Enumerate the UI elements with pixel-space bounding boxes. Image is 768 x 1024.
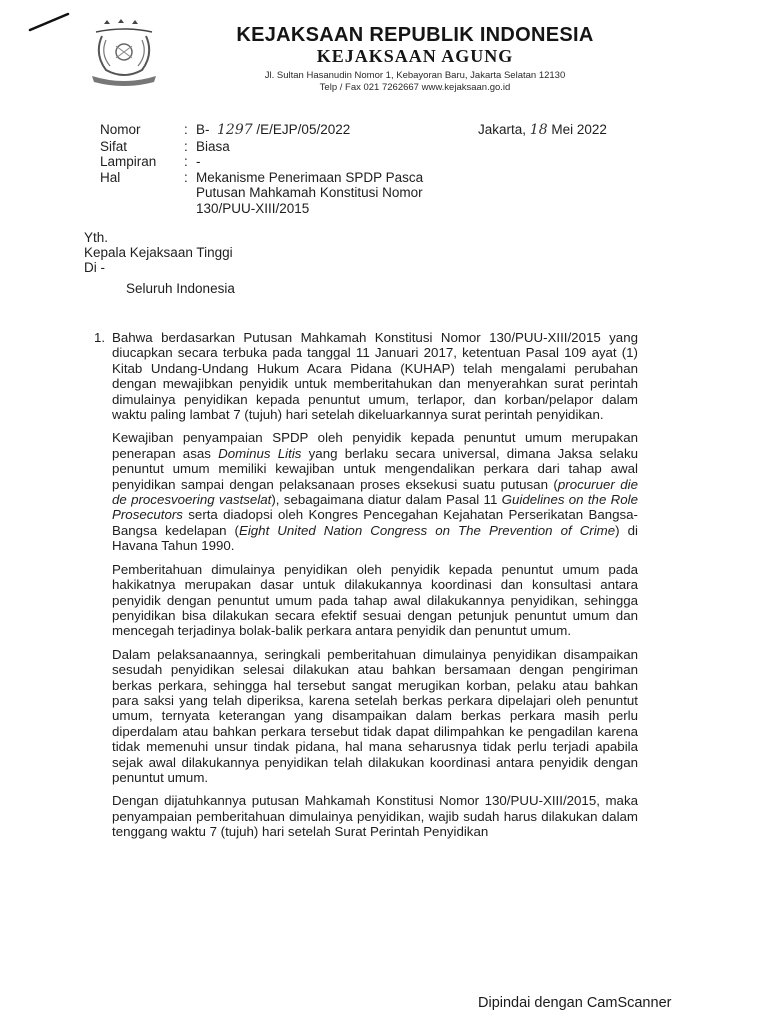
meta-value: - bbox=[196, 154, 201, 169]
meta-label: Lampiran bbox=[100, 154, 157, 169]
text-run: ), sebagaimana diatur dalam Pasal 11 bbox=[271, 492, 502, 508]
meta-row-nomor bbox=[100, 122, 456, 139]
italic-term: Guidelines on the Role Prosecutors bbox=[112, 492, 638, 523]
meta-label: Hal bbox=[100, 169, 121, 185]
pen-stroke-mark bbox=[28, 10, 72, 34]
handwritten-number: 1297 bbox=[217, 122, 253, 138]
addressee-location: Seluruh Indonesia bbox=[126, 281, 235, 296]
meta-row-hal bbox=[100, 170, 456, 217]
italic-term: Eight United Nation Congress on The Prevention of Crime bbox=[238, 522, 616, 538]
meta-colon: : bbox=[184, 154, 188, 169]
letter-number-prefix: B- bbox=[196, 122, 210, 137]
letter-number bbox=[196, 122, 456, 139]
meta-colon: : bbox=[184, 122, 188, 137]
paragraph: Dengan dijatuhkannya putusan Mahkamah Konstitusi Nomor 130/PUU-XIII/2015, maka penyampaian pemberitahuan dimulainya penyidikan, wajib sudah harus dilakukan dalam tenggang waktu 7 (tujuh) hari setelah Surat Perintah Penyidikan bbox=[112, 793, 638, 840]
handwritten-day: 18 bbox=[529, 122, 548, 138]
subject-line: Mekanisme Penerimaan SPDP Pasca bbox=[196, 169, 424, 185]
numbered-item bbox=[94, 330, 638, 430]
month-year: Mei 2022 bbox=[551, 122, 607, 137]
text-run: ) di Havana Tahun 1990. bbox=[112, 522, 638, 554]
sub-institution-name: KEJAKSAAN AGUNG bbox=[316, 46, 514, 66]
institution-name: KEJAKSAAN REPUBLIK INDONESIA bbox=[236, 24, 594, 46]
addressee-line: Yth. bbox=[84, 230, 109, 245]
kejaksaan-emblem-icon bbox=[82, 18, 166, 88]
paragraph: Pemberitahuan dimulainya penyidikan oleh penyidik kepada penuntut umum pada hakikatnya merupakan dasar untuk dilakukannya koordinasi dan konsultasi antara penyidik dengan penuntut umum pada tahap awal dilakukannya penyidikan, sehingga penyidikan bisa dilakukan secara efektif sesuai dengan petunjuk penuntut umum dan mencegah terjadinya bolak-balik perkara antara penyidik dan penuntut umum. bbox=[112, 561, 638, 639]
meta-value: Biasa bbox=[196, 138, 230, 154]
italic-term: procuruer die de procesvoering vastselat bbox=[112, 476, 638, 508]
letter-meta bbox=[100, 122, 456, 216]
paragraph bbox=[112, 430, 638, 553]
place-date bbox=[478, 122, 607, 138]
meta-colon: : bbox=[184, 169, 188, 185]
scanner-watermark: Dipindai dengan CamScanner bbox=[478, 995, 672, 1011]
addressee-line: Di - bbox=[84, 260, 105, 275]
item-number: 1. bbox=[94, 330, 106, 345]
italic-term: Dominus Litis bbox=[218, 445, 302, 461]
addressee-block bbox=[84, 230, 235, 296]
meta-colon: : bbox=[184, 138, 188, 154]
letter-body bbox=[94, 330, 638, 840]
letterhead bbox=[175, 24, 655, 94]
meta-label: Sifat bbox=[100, 138, 128, 154]
meta-label: Nomor bbox=[100, 122, 141, 137]
meta-row-sifat bbox=[100, 139, 456, 155]
letter-number-suffix: /E/EJP/05/2022 bbox=[256, 122, 351, 137]
subject-line: 130/PUU-XIII/2015 bbox=[196, 200, 310, 216]
text-run: Kewajiban penyampaian SPDP oleh penyidik kepada penuntut umum merupakan penerapan asas bbox=[112, 430, 638, 461]
institution-contact: Telp / Fax 021 7262667 www.kejaksaan.go.id bbox=[319, 82, 511, 93]
letter-subject bbox=[196, 170, 456, 217]
paragraph: Dalam pelaksanaannya, seringkali pemberitahuan dimulainya penyidikan disampaikan sesudah penyidikan selesai dilakukan atau bahkan bersamaan dengan pengiriman berkas perkara, sehingga hal tersebut sangat merugikan korban, pelaku atau bahkan para saksi yang telah diperiksa, karena setelah berkas perkara dipelajari oleh penuntut umum, ternyata keterangan yang disampaikan dalam berkas perkara masih perlu diperdalam atau bahkan perkara tersebut tidak dapat dilimpahkan ke pengadilan karena tidak memenuhi unsur tindak pidana, hal mana seharusnya tidak perlu terjadi apabila sejak awal dilakukannya penyidikan telah dilakukan koordinasi antara penyidik dengan penuntut umum. bbox=[112, 646, 638, 785]
subject-line: Putusan Mahkamah Konstitusi Nomor bbox=[196, 185, 423, 200]
institution-address: Jl. Sultan Hasanudin Nomor 1, Kebayoran Baru, Jakarta Selatan 12130 bbox=[264, 70, 566, 81]
text-run: yang berlaku secara universal, dimana Jaksa selaku penuntut umum memiliki kewajiban untuk mengendalikan perkara dari tahap awal penyidikan sampai dengan pelaksanaan proses eksekusi suatu putusan ( bbox=[112, 445, 638, 492]
place: Jakarta, bbox=[478, 122, 527, 137]
paragraph: Bahwa berdasarkan Putusan Mahkamah Konstitusi Nomor 130/PUU-XIII/2015 yang diucapkan secara terbuka pada tanggal 11 Januari 2017, ketentuan Pasal 109 ayat (1) Kitab Undang-Undang Hukum Acara Pidana (KUHAP) telah mengalami perubahan dengan mewajibkan penyidik untuk memberitahukan dan menyerahkan surat perintah dimulainya penyidikan kepada penuntut umum, terlapor, dan korban/pelapor dalam waktu paling lambat 7 (tujuh) hari setelah dikeluarkannya surat perintah penyidikan. bbox=[112, 330, 638, 423]
meta-row-lampiran bbox=[100, 154, 456, 170]
text-run: serta diadopsi oleh Kongres Pencegahan Kejahatan Perserikatan Bangsa-Bangsa kedelapan ( bbox=[112, 507, 638, 538]
addressee-line: Kepala Kejaksaan Tinggi bbox=[84, 245, 233, 260]
